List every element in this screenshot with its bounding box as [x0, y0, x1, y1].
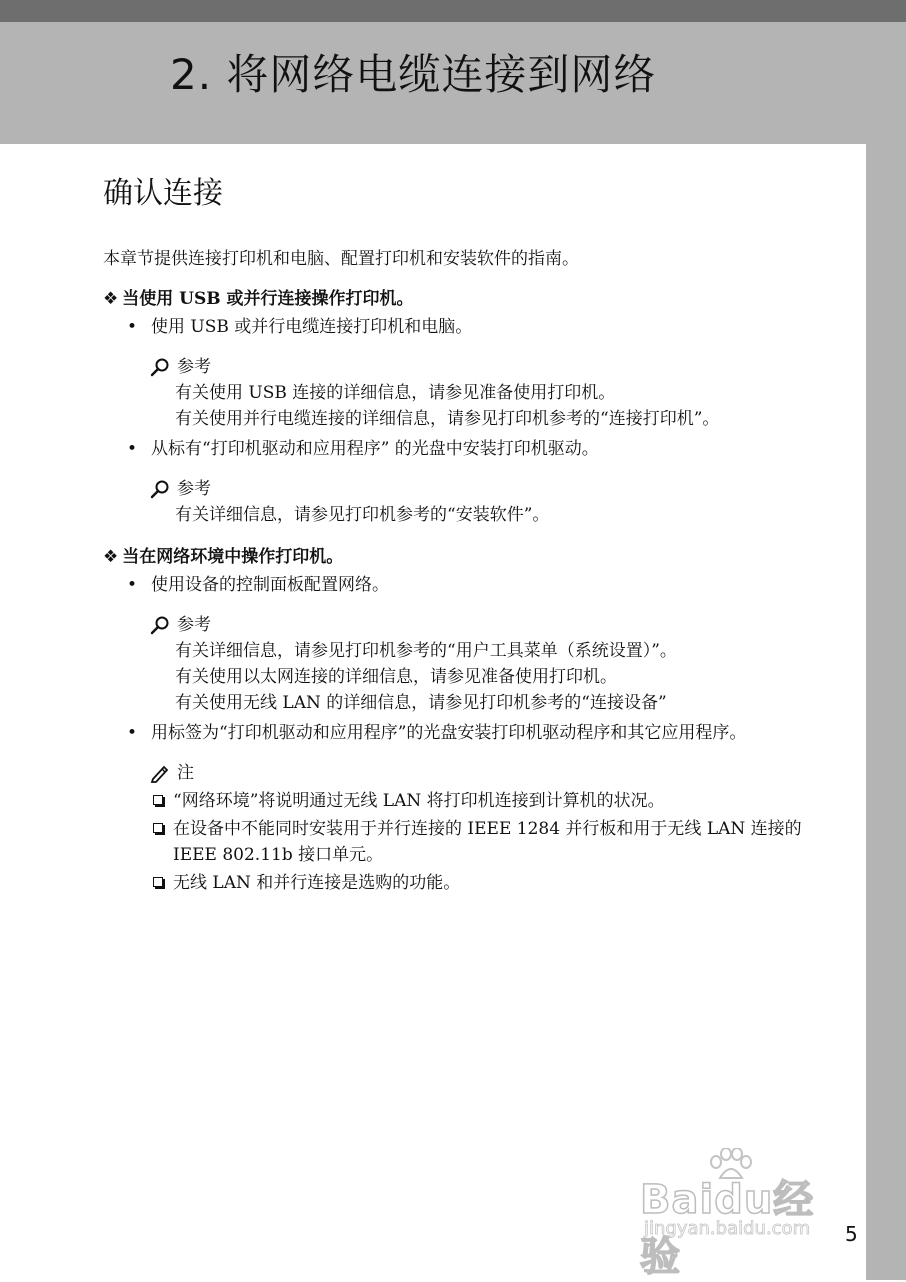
- bullet-icon: •: [127, 439, 138, 459]
- checkbox-square-icon: [153, 823, 163, 833]
- side-band: [866, 144, 906, 1280]
- magnifier-icon: [149, 357, 171, 377]
- bullet-icon: •: [127, 723, 138, 743]
- header-band: [0, 22, 906, 144]
- list-item-text: 用标签为“打印机驱动和应用程序”的光盘安装打印机驱动程序和其它应用程序。: [151, 723, 747, 743]
- top-bar: [0, 0, 906, 22]
- reference-heading: [149, 354, 818, 380]
- diamond-icon: ❖: [103, 289, 119, 309]
- reference-block: [149, 354, 818, 432]
- list-item: [103, 720, 818, 746]
- reference-text: 有关详细信息，请参见打印机参考的“安装软件”。: [175, 505, 550, 525]
- reference-text: 有关使用 USB 连接的详细信息，请参见准备使用打印机。: [175, 383, 616, 403]
- list-item-text: 使用设备的控制面板配置网络。: [151, 575, 389, 595]
- note-block: [149, 760, 818, 896]
- note-item: [149, 788, 818, 814]
- reference-block: [149, 476, 818, 528]
- page-number: 5: [845, 1222, 858, 1246]
- section-title: 确认连接: [103, 176, 223, 211]
- diamond-icon: ❖: [103, 547, 119, 567]
- condition-network: [103, 544, 818, 570]
- reference-text: 有关详细信息，请参见打印机参考的“用户工具菜单（系统设置）”。: [175, 641, 677, 661]
- note-heading: [149, 760, 818, 786]
- note-item: [149, 870, 818, 896]
- note-item-text: 无线 LAN 和并行连接是选购的功能。: [173, 873, 461, 893]
- note-item-text: 在设备中不能同时安装用于并行连接的 IEEE 1284 并行板和用于无线 LAN 连接的 IEEE 802.11b 接口单元。: [173, 819, 802, 865]
- magnifier-icon: [149, 615, 171, 635]
- reference-text: 有关使用并行电缆连接的详细信息，请参见打印机参考的“连接打印机”。: [175, 409, 720, 429]
- list-item: [103, 572, 818, 598]
- reference-heading: [149, 476, 818, 502]
- note-item-text: “网络环境”将说明通过无线 LAN 将打印机连接到计算机的状况。: [173, 791, 665, 811]
- page-content: [103, 246, 818, 896]
- watermark-url: jingyan.baidu.com: [644, 1218, 811, 1239]
- checkbox-square-icon: [153, 877, 163, 887]
- condition-usb-text: 当使用 USB 或并行连接操作打印机。: [122, 289, 414, 309]
- reference-label: 参考: [177, 357, 211, 377]
- reference-heading: [149, 612, 818, 638]
- pencil-icon: [149, 763, 171, 783]
- condition-network-text: 当在网络环境中操作打印机。: [122, 547, 344, 567]
- list-item-text: 从标有“打印机驱动和应用程序” 的光盘中安装打印机驱动。: [151, 439, 599, 459]
- reference-text: 有关使用无线 LAN 的详细信息，请参见打印机参考的“连接设备”: [175, 693, 667, 713]
- list-item: [103, 436, 818, 462]
- reference-block: [149, 612, 818, 716]
- baidu-watermark: [640, 1148, 855, 1280]
- reference-label: 参考: [177, 615, 211, 635]
- chapter-title: 2. 将网络电缆连接到网络: [170, 50, 657, 99]
- reference-text: 有关使用以太网连接的详细信息，请参见准备使用打印机。: [175, 667, 617, 687]
- checkbox-square-icon: [153, 795, 163, 805]
- list-item-text: 使用 USB 或并行电缆连接打印机和电脑。: [151, 317, 473, 337]
- intro-text: 本章节提供连接打印机和电脑、配置打印机和安装软件的指南。: [103, 249, 579, 269]
- bullet-icon: •: [127, 317, 138, 337]
- note-item: [149, 816, 818, 868]
- bullet-icon: •: [127, 575, 138, 595]
- list-item: [103, 314, 818, 340]
- watermark-brand: Baidu经验: [640, 1177, 815, 1280]
- condition-usb: [103, 286, 818, 312]
- reference-label: 参考: [177, 479, 211, 499]
- magnifier-icon: [149, 479, 171, 499]
- note-label: 注: [177, 763, 194, 783]
